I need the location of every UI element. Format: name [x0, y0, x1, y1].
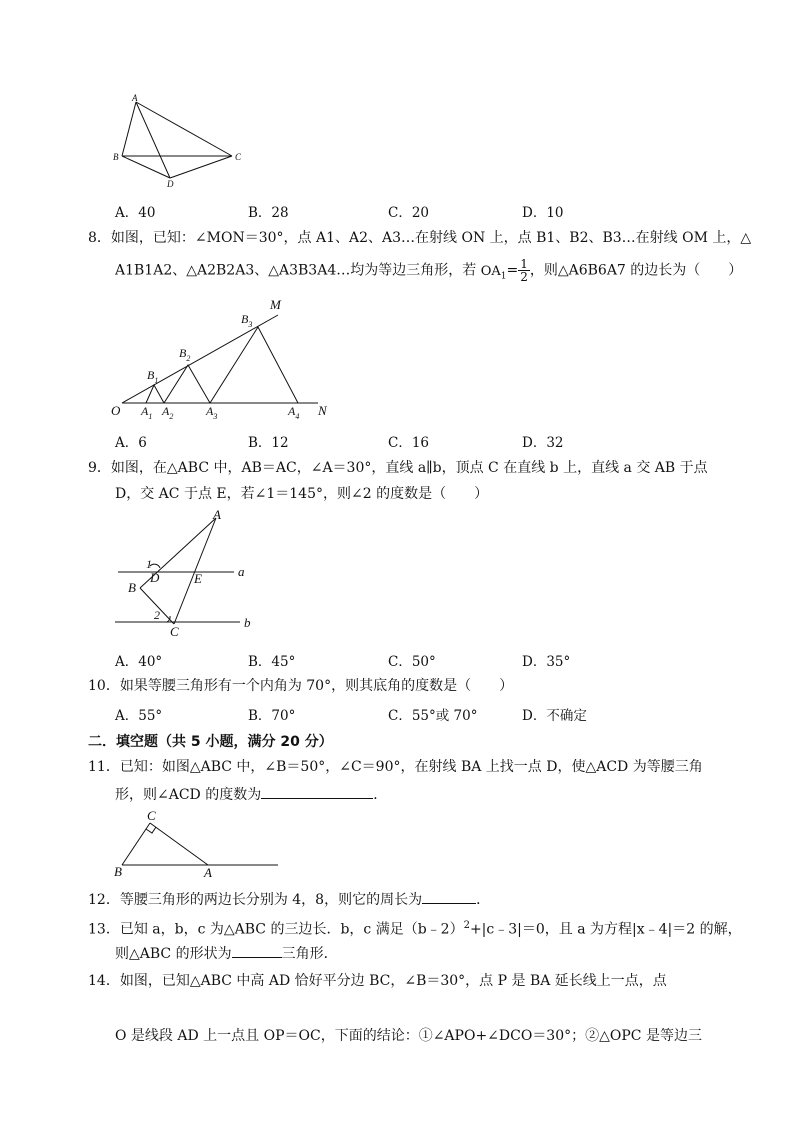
option-d[interactable]: D．35° [522, 654, 571, 670]
label-c: C [235, 152, 242, 162]
label-b: B [114, 864, 122, 879]
q14-line2: O 是线段 AD 上一点且 OP＝OC，下面的结论：①∠APO+∠DCO＝30°；②△OPC 是等边三 [115, 1028, 702, 1044]
option-c[interactable]: C．16 [388, 435, 430, 451]
label-line-b: b [244, 615, 251, 630]
q8-line1: 8．如图，已知：∠MON＝30°，点 A1、A2、A3…在射线 ON 上，点 B1、B2、B3…在射线 OM 上，△ [88, 230, 752, 246]
option-a[interactable]: A．40 [115, 205, 156, 221]
section-title: 二．填空题（共 5 小题，满分 20 分） [88, 734, 333, 750]
label-b: B [113, 152, 119, 162]
label-a: A [132, 93, 138, 103]
answer-blank[interactable] [232, 943, 282, 958]
option-c[interactable]: C．20 [388, 205, 430, 221]
option-b[interactable]: B．28 [248, 205, 289, 221]
label-a: A [213, 507, 221, 522]
label-a: A [204, 865, 212, 880]
label-b2: $B_2$ [179, 346, 191, 363]
option-d[interactable]: D．不确定 [522, 708, 587, 724]
label-e: E [194, 571, 202, 586]
oa1-label: $OA_1$ [480, 263, 507, 282]
label-angle-2: 2 [154, 608, 160, 622]
q14-line1: 14．如图，已知△ABC 中高 AD 恰好平分边 BC，∠B＝30°，点 P 是 BA 延长线上一点，点 [88, 973, 667, 989]
fraction: $\frac{1}{2}$ [520, 257, 528, 284]
label-angle-1: 1 [146, 557, 152, 571]
option-a[interactable]: A．6 [115, 435, 147, 451]
label-o: O [111, 403, 121, 418]
label-b3: $B_3$ [241, 312, 253, 329]
option-b[interactable]: B．45° [248, 654, 296, 670]
option-a[interactable]: A．40° [115, 654, 163, 670]
option-c[interactable]: C．55°或 70° [388, 708, 478, 724]
answer-blank[interactable] [422, 889, 476, 904]
label-m: M [270, 297, 281, 312]
q11-line2: 形，则∠ACD 的度数为 ． [115, 784, 387, 805]
label-b: B [128, 580, 136, 595]
label-a1: $A_1$ [141, 404, 153, 421]
q8-line2b: ，则△A6B6A7 的边长为（ ） [529, 262, 743, 279]
option-d[interactable]: D．10 [522, 205, 564, 221]
label-a3: $A_3$ [206, 404, 218, 421]
q12-line1: 12．等腰三角形的两边长分别为 4，8，则它的周长为 ． [88, 889, 490, 910]
option-a[interactable]: A．55° [115, 708, 163, 724]
option-b[interactable]: B．12 [248, 435, 289, 451]
q13-line2: 则△ABC 的形状为 三角形． [115, 943, 338, 964]
label-c: C [170, 624, 179, 639]
figure-q9 [110, 506, 270, 641]
figure-q8 [108, 295, 358, 425]
q9-line1: 9．如图，在△ABC 中，AB＝AC，∠A＝30°，直线 a∥b，顶点 C 在直线 b 上，直线 a 交 AB 于点 [88, 460, 708, 476]
figure-q11 [112, 808, 282, 880]
answer-blank[interactable] [261, 784, 373, 799]
label-n: N [318, 403, 327, 418]
q10-line1: 10．如果等腰三角形有一个内角为 70°，则其底角的度数是（ ） [88, 678, 514, 694]
figure-q7 [110, 92, 250, 192]
q9-line2: D，交 AC 于点 E，若∠1＝145°，则∠2 的度数是（ ） [115, 486, 489, 502]
q8-line2a: A1B1A2、△A2B2A3、△A3B3A4…均为等边三角形，若 [115, 262, 477, 279]
q11-line1: 11．已知：如图△ABC 中，∠B＝50°，∠C＝90°，在射线 BA 上找一点 D，使△ACD 为等腰三角 [88, 759, 703, 775]
label-d: D [150, 570, 160, 585]
label-c: C [147, 808, 156, 823]
option-b[interactable]: B．70° [248, 708, 296, 724]
q8-line2: A1B1A2、△A2B2A3、△A3B3A4…均为等边三角形，若 $OA_1=$ $\frac{1}{2}$ ，则△A6B6A7 的边长为（ ） [115, 257, 743, 284]
label-a2: $A_2$ [162, 404, 174, 421]
option-c[interactable]: C．50° [388, 654, 436, 670]
option-d[interactable]: D．32 [522, 435, 564, 451]
label-a4: $A_4$ [288, 404, 300, 421]
label-b1: $B_1$ [147, 368, 159, 385]
label-line-a: a [238, 564, 245, 579]
label-d: D [167, 179, 174, 189]
q13-line1: 13．已知 a，b，c 为△ABC 的三边长．b，c 满足（b﹣2）$^2$+|c﹣3|＝0，且 a 为方程|x﹣4|＝2 的解， [88, 920, 742, 938]
